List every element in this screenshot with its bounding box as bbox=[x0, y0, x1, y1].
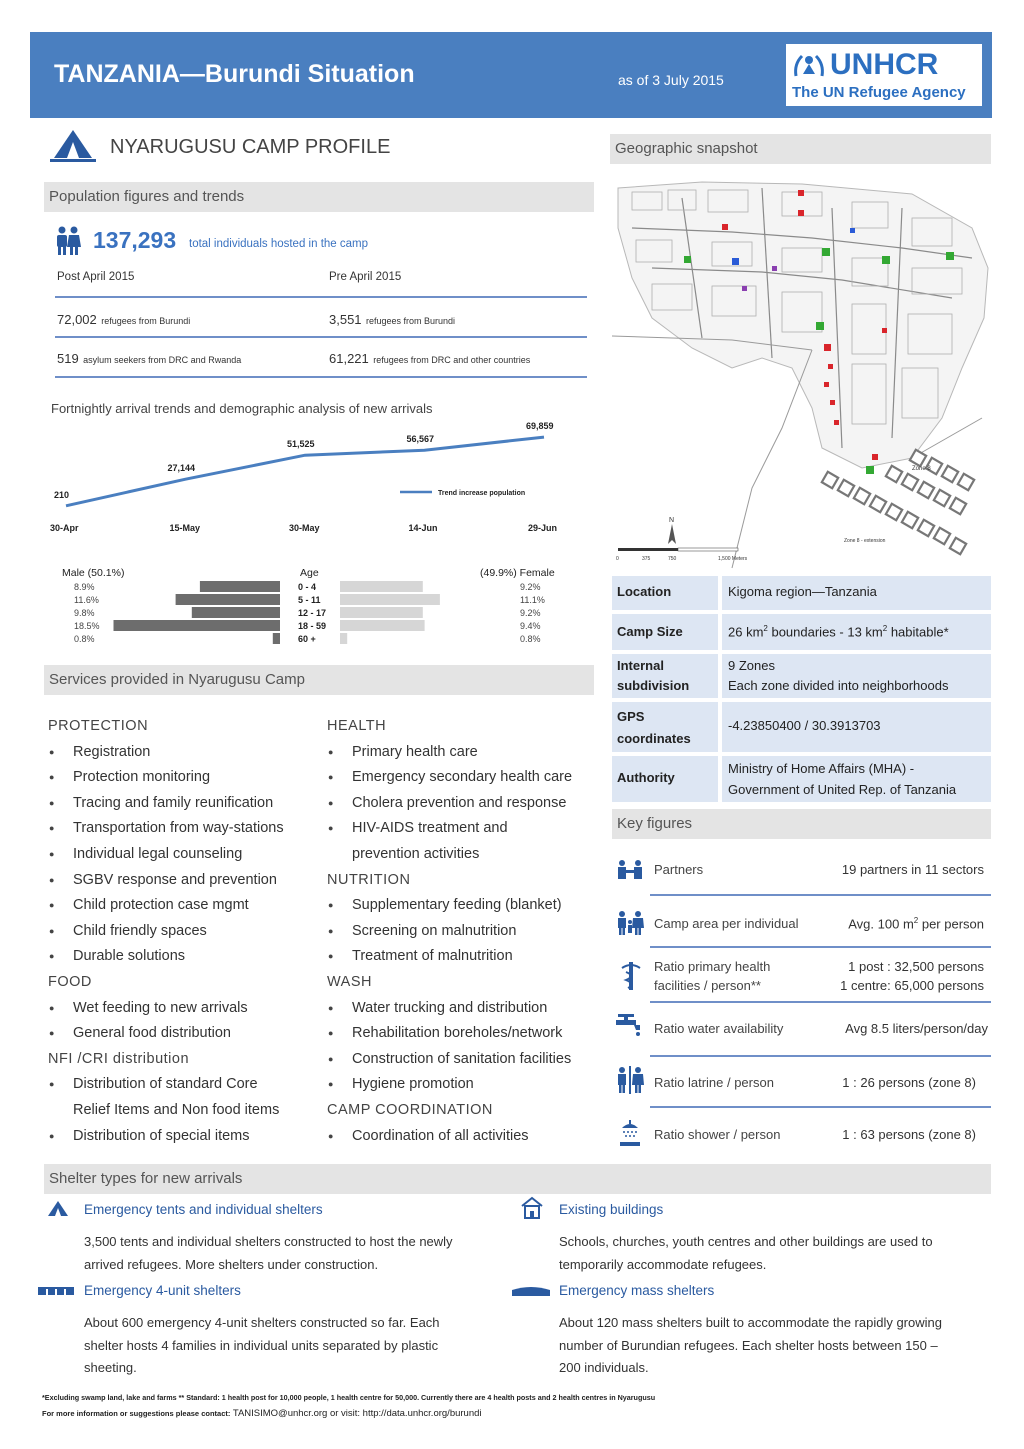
tent-icon bbox=[48, 128, 98, 164]
pop-row1-post bbox=[57, 311, 190, 329]
list-item: ● Protection monitoring bbox=[48, 765, 323, 791]
age-category-label: 12 - 17 bbox=[298, 608, 327, 618]
list-item: ● Distribution of special items bbox=[48, 1124, 323, 1150]
services-left-column bbox=[48, 714, 323, 1149]
svg-text:750: 750 bbox=[668, 556, 677, 562]
camp-map bbox=[612, 168, 990, 570]
kf-health-label: Ratio primary health facilities / person** bbox=[654, 959, 771, 993]
divider bbox=[650, 1001, 991, 1003]
nutrition-heading: NUTRITION bbox=[327, 871, 411, 888]
shelter-section-header: Shelter types for new arrivals bbox=[44, 1164, 991, 1194]
x-tick-label: 14-Jun bbox=[408, 523, 438, 533]
svg-text:1,500 Meters: 1,500 Meters bbox=[718, 556, 748, 562]
total-population: 137,293 bbox=[93, 227, 177, 253]
female-value-label: 9.2% bbox=[520, 582, 541, 592]
point-label: 69,859 bbox=[526, 421, 554, 432]
svg-text:0: 0 bbox=[616, 556, 619, 562]
zone8-extension-label: Zone 8 - extension bbox=[844, 538, 886, 544]
unhcr-emblem-icon bbox=[792, 50, 826, 80]
female-bar bbox=[340, 607, 423, 618]
location-table bbox=[612, 574, 991, 806]
coordination-list bbox=[327, 1124, 602, 1150]
handshake-icon bbox=[616, 860, 644, 880]
shower-icon bbox=[618, 1120, 642, 1146]
point-label: 27,144 bbox=[167, 463, 196, 474]
shelter-description: Schools, churches, youth centres and other buildings are used to temporarily accommodate refugees. bbox=[559, 1234, 933, 1272]
health-list-cont bbox=[327, 816, 602, 867]
shelter-description: 3,500 tents and individual shelters constructed to host the newly arrived refugees. More shelters under construction. bbox=[84, 1234, 453, 1272]
x-tick-label: 30-Apr bbox=[50, 523, 79, 533]
list-item: ● HIV-AIDS treatment and prevention activities bbox=[327, 816, 602, 867]
list-item: ● General food distribution bbox=[48, 1021, 323, 1047]
list-item: ● Water trucking and distribution bbox=[327, 996, 602, 1022]
key-figures-section-header: Key figures bbox=[612, 809, 991, 839]
health-icon bbox=[620, 962, 642, 990]
kf-shower-label: Ratio shower / person bbox=[654, 1127, 781, 1142]
wash-heading: WASH bbox=[327, 973, 372, 990]
male-value-label: 8.9% bbox=[74, 582, 95, 592]
shelter-title: Emergency tents and individual shelters bbox=[84, 1202, 323, 1217]
authority-value: Ministry of Home Affairs (MHA) - Government of United Rep. of Tanzania bbox=[722, 756, 991, 802]
protection-list bbox=[48, 740, 323, 970]
gps-label: GPS coordinates bbox=[612, 702, 718, 752]
list-item: ● Primary health care bbox=[327, 740, 602, 766]
logo-wordmark: UNHCR bbox=[830, 48, 939, 81]
female-bar bbox=[340, 594, 440, 605]
divider bbox=[650, 1106, 991, 1108]
divider bbox=[55, 296, 587, 298]
shelter-description: About 120 mass shelters built to accommodate the rapidly growing number of Burundian refugees. Each shelter hosts between 150 – 200 individuals. bbox=[559, 1315, 942, 1375]
shelter-title: Emergency 4-unit shelters bbox=[84, 1283, 241, 1298]
people-icon bbox=[54, 226, 82, 256]
list-item: ● Individual legal counseling bbox=[48, 842, 323, 868]
list-item: ● Child protection case mgmt bbox=[48, 893, 323, 919]
age-category-label: 60 + bbox=[298, 634, 316, 644]
mass-shelter-icon bbox=[512, 1284, 550, 1298]
list-item: ● Rehabilitation boreholes/network bbox=[327, 1021, 602, 1047]
family-icon bbox=[616, 910, 644, 936]
authority-label: Authority bbox=[612, 756, 718, 802]
services-right-column bbox=[327, 714, 602, 1149]
coordination-heading: CAMP COORDINATION bbox=[327, 1101, 493, 1118]
location-label: Location bbox=[612, 576, 718, 610]
footer-contact: For more information or suggestions please contact: TANISIMO@unhcr.org or visit: http://data.unhcr.org/burundi bbox=[42, 1408, 482, 1419]
male-value-label: 18.5% bbox=[74, 621, 100, 631]
legend-label: Trend increase population bbox=[438, 490, 526, 497]
kf-latrine-value: 1 : 26 persons (zone 8) bbox=[842, 1075, 976, 1090]
list-item: ● Child friendly spaces bbox=[48, 919, 323, 945]
pop-label: refugees from DRC and other countries bbox=[373, 355, 531, 365]
list-item: ● Coordination of all activities bbox=[327, 1124, 602, 1150]
male-bar bbox=[273, 633, 280, 644]
male-bar bbox=[192, 607, 280, 618]
camp-profile-title: NYARUGUSU CAMP PROFILE bbox=[110, 136, 391, 158]
list-item: ● Tracing and family reunification bbox=[48, 791, 323, 817]
age-category-label: 18 - 59 bbox=[298, 621, 327, 631]
male-value-label: 0.8% bbox=[74, 634, 95, 644]
point-label: 210 bbox=[54, 489, 70, 500]
male-bar bbox=[176, 594, 280, 605]
kf-latrine-label: Ratio latrine / person bbox=[654, 1075, 774, 1090]
pop-label: refugees from Burundi bbox=[366, 316, 456, 326]
divider bbox=[55, 376, 587, 378]
trend-title: Fortnightly arrival trends and demographic analysis of new arrivals bbox=[51, 401, 433, 416]
pop-label: refugees from Burundi bbox=[101, 316, 191, 326]
kf-area-value: Avg. 100 $m^2$ per person bbox=[848, 916, 984, 932]
divider bbox=[650, 894, 991, 896]
protection-heading: PROTECTION bbox=[48, 718, 149, 734]
zone8-label: Zone 8 bbox=[912, 466, 931, 472]
gps-value: -4.23850400 / 30.3913703 bbox=[722, 702, 991, 752]
pop-label: asylum seekers from DRC and Rwanda bbox=[83, 355, 242, 365]
list-item: ● Hygiene promotion bbox=[327, 1072, 602, 1098]
age-category-label: 0 - 4 bbox=[298, 582, 317, 592]
divider bbox=[650, 1055, 991, 1057]
list-item: ● Screening on malnutrition bbox=[327, 919, 602, 945]
pop-number: 3,551 bbox=[329, 312, 362, 327]
list-item: ● Cholera prevention and response bbox=[327, 791, 602, 817]
water-tap-icon bbox=[616, 1014, 644, 1038]
female-bar bbox=[340, 633, 347, 644]
col-pre-april: Pre April 2015 bbox=[329, 271, 402, 283]
food-list bbox=[48, 996, 323, 1047]
pop-number: 61,221 bbox=[329, 351, 369, 366]
header-banner bbox=[30, 32, 992, 118]
shelter-title: Existing buildings bbox=[559, 1202, 664, 1217]
contact-email-link[interactable]: TANISIMO@unhcr.org bbox=[232, 1408, 328, 1419]
internal-subdivision-label: Internal subdivision bbox=[612, 654, 718, 698]
divider bbox=[650, 946, 991, 948]
nfi-list bbox=[48, 1072, 323, 1149]
building-icon bbox=[520, 1196, 544, 1220]
list-item: ● Transportation from way-stations bbox=[48, 816, 323, 842]
x-tick-label: 30-May bbox=[289, 523, 320, 533]
kf-water-label: Ratio water availability bbox=[654, 1021, 784, 1036]
logo-tagline: The UN Refugee Agency bbox=[792, 84, 966, 101]
as-of-date: as of 3 July 2015 bbox=[618, 72, 724, 88]
female-title: (49.9%) Female bbox=[480, 567, 555, 579]
list-item: ● Wet feeding to new arrivals bbox=[48, 996, 323, 1022]
kf-shower-value: 1 : 63 persons (zone 8) bbox=[842, 1127, 976, 1142]
unhcr-logo bbox=[786, 44, 982, 106]
wash-list bbox=[327, 996, 602, 1098]
female-bar bbox=[340, 581, 423, 592]
latrine-icon bbox=[616, 1066, 644, 1094]
female-bar bbox=[340, 620, 425, 631]
male-bar bbox=[114, 620, 281, 631]
svg-text:375: 375 bbox=[642, 556, 651, 562]
list-item: ● Registration bbox=[48, 740, 323, 766]
key-figures-panel bbox=[612, 850, 991, 1160]
male-title: Male (50.1%) bbox=[62, 567, 125, 579]
internal-subdivision-value: 9 Zones Each zone divided into neighborhoods bbox=[722, 654, 991, 698]
female-value-label: 11.1% bbox=[520, 595, 545, 605]
four-unit-shelter-icon bbox=[38, 1284, 74, 1298]
pop-row2-pre bbox=[329, 350, 530, 368]
female-value-label: 9.4% bbox=[520, 621, 541, 631]
food-heading: FOOD bbox=[48, 973, 92, 990]
population-section-header: Population figures and trends bbox=[44, 182, 594, 212]
x-tick-label: 29-Jun bbox=[528, 523, 558, 533]
kf-health-value: 1 post : 32,500 persons 1 centre: 65,000 persons bbox=[840, 959, 984, 993]
kf-water-value: Avg 8.5 liters/person/day bbox=[845, 1021, 988, 1036]
male-bar bbox=[200, 581, 280, 592]
list-item: ● Treatment of malnutrition bbox=[327, 944, 602, 970]
total-population-label: total individuals hosted in the camp bbox=[189, 238, 368, 250]
point-label: 51,525 bbox=[287, 439, 315, 450]
list-item: ● Construction of sanitation facilities bbox=[327, 1047, 602, 1073]
list-item: ● Durable solutions bbox=[48, 944, 323, 970]
kf-partners-label: Partners bbox=[654, 862, 704, 877]
data-portal-link[interactable]: or visit: http://data.unhcr.org/burundi bbox=[329, 1408, 482, 1419]
female-value-label: 0.8% bbox=[520, 634, 541, 644]
arrival-trend-chart bbox=[44, 418, 594, 543]
x-tick-label: 15-May bbox=[169, 523, 201, 533]
kf-area-label: Camp area per individual bbox=[654, 916, 799, 931]
pop-number: 72,002 bbox=[57, 312, 97, 327]
services-section-header: Services provided in Nyarugusu Camp bbox=[44, 665, 594, 695]
health-heading: HEALTH bbox=[327, 718, 387, 734]
geo-section-header: Geographic snapshot bbox=[610, 134, 991, 164]
shelter-title: Emergency mass shelters bbox=[559, 1283, 715, 1298]
nfi-heading: NFI /CRI distribution bbox=[48, 1050, 190, 1067]
divider bbox=[55, 336, 587, 338]
footer-notes: *Excluding swamp land, lake and farms ** Standard: 1 health post for 10,000 people, 1 health centre for 50,000. Currently there are 4 health posts and 2 health centres in Nyarugusu bbox=[42, 1393, 656, 1402]
demographic-pyramid-chart bbox=[44, 560, 594, 652]
point-label: 56,567 bbox=[406, 434, 435, 445]
list-item: ● Emergency secondary health care bbox=[327, 765, 602, 791]
pop-row1-pre bbox=[329, 311, 455, 329]
male-value-label: 9.8% bbox=[74, 608, 95, 618]
list-item: ● SGBV response and prevention bbox=[48, 868, 323, 894]
page-title: TANZANIA—Burundi Situation bbox=[54, 60, 415, 88]
age-category-label: 5 - 11 bbox=[298, 595, 321, 605]
shelter-description: About 600 emergency 4-unit shelters constructed so far. Each shelter hosts 4 families in individual units separated by plastic sheeting. bbox=[84, 1315, 440, 1375]
tent-icon bbox=[46, 1200, 70, 1218]
pop-row2-post bbox=[57, 350, 241, 368]
camp-size-value: 26 $km^2$ boundaries - 13 $km^2$ habitable* bbox=[722, 614, 991, 650]
col-post-april: Post April 2015 bbox=[57, 271, 135, 283]
age-title: Age bbox=[300, 567, 319, 579]
health-list bbox=[327, 740, 602, 817]
camp-size-label: Camp Size bbox=[612, 614, 718, 650]
list-item: ● Supplementary feeding (blanket) bbox=[327, 893, 602, 919]
svg-text:N: N bbox=[669, 517, 675, 524]
list-item: ● Distribution of standard Core Relief Items and Non food items bbox=[48, 1072, 323, 1123]
kf-partners-value: 19 partners in 11 sectors bbox=[841, 862, 984, 877]
location-value: Kigoma region—Tanzania bbox=[722, 576, 991, 610]
pop-number: 519 bbox=[57, 351, 79, 366]
male-value-label: 11.6% bbox=[74, 595, 99, 605]
female-value-label: 9.2% bbox=[520, 608, 541, 618]
nutrition-list bbox=[327, 893, 602, 970]
